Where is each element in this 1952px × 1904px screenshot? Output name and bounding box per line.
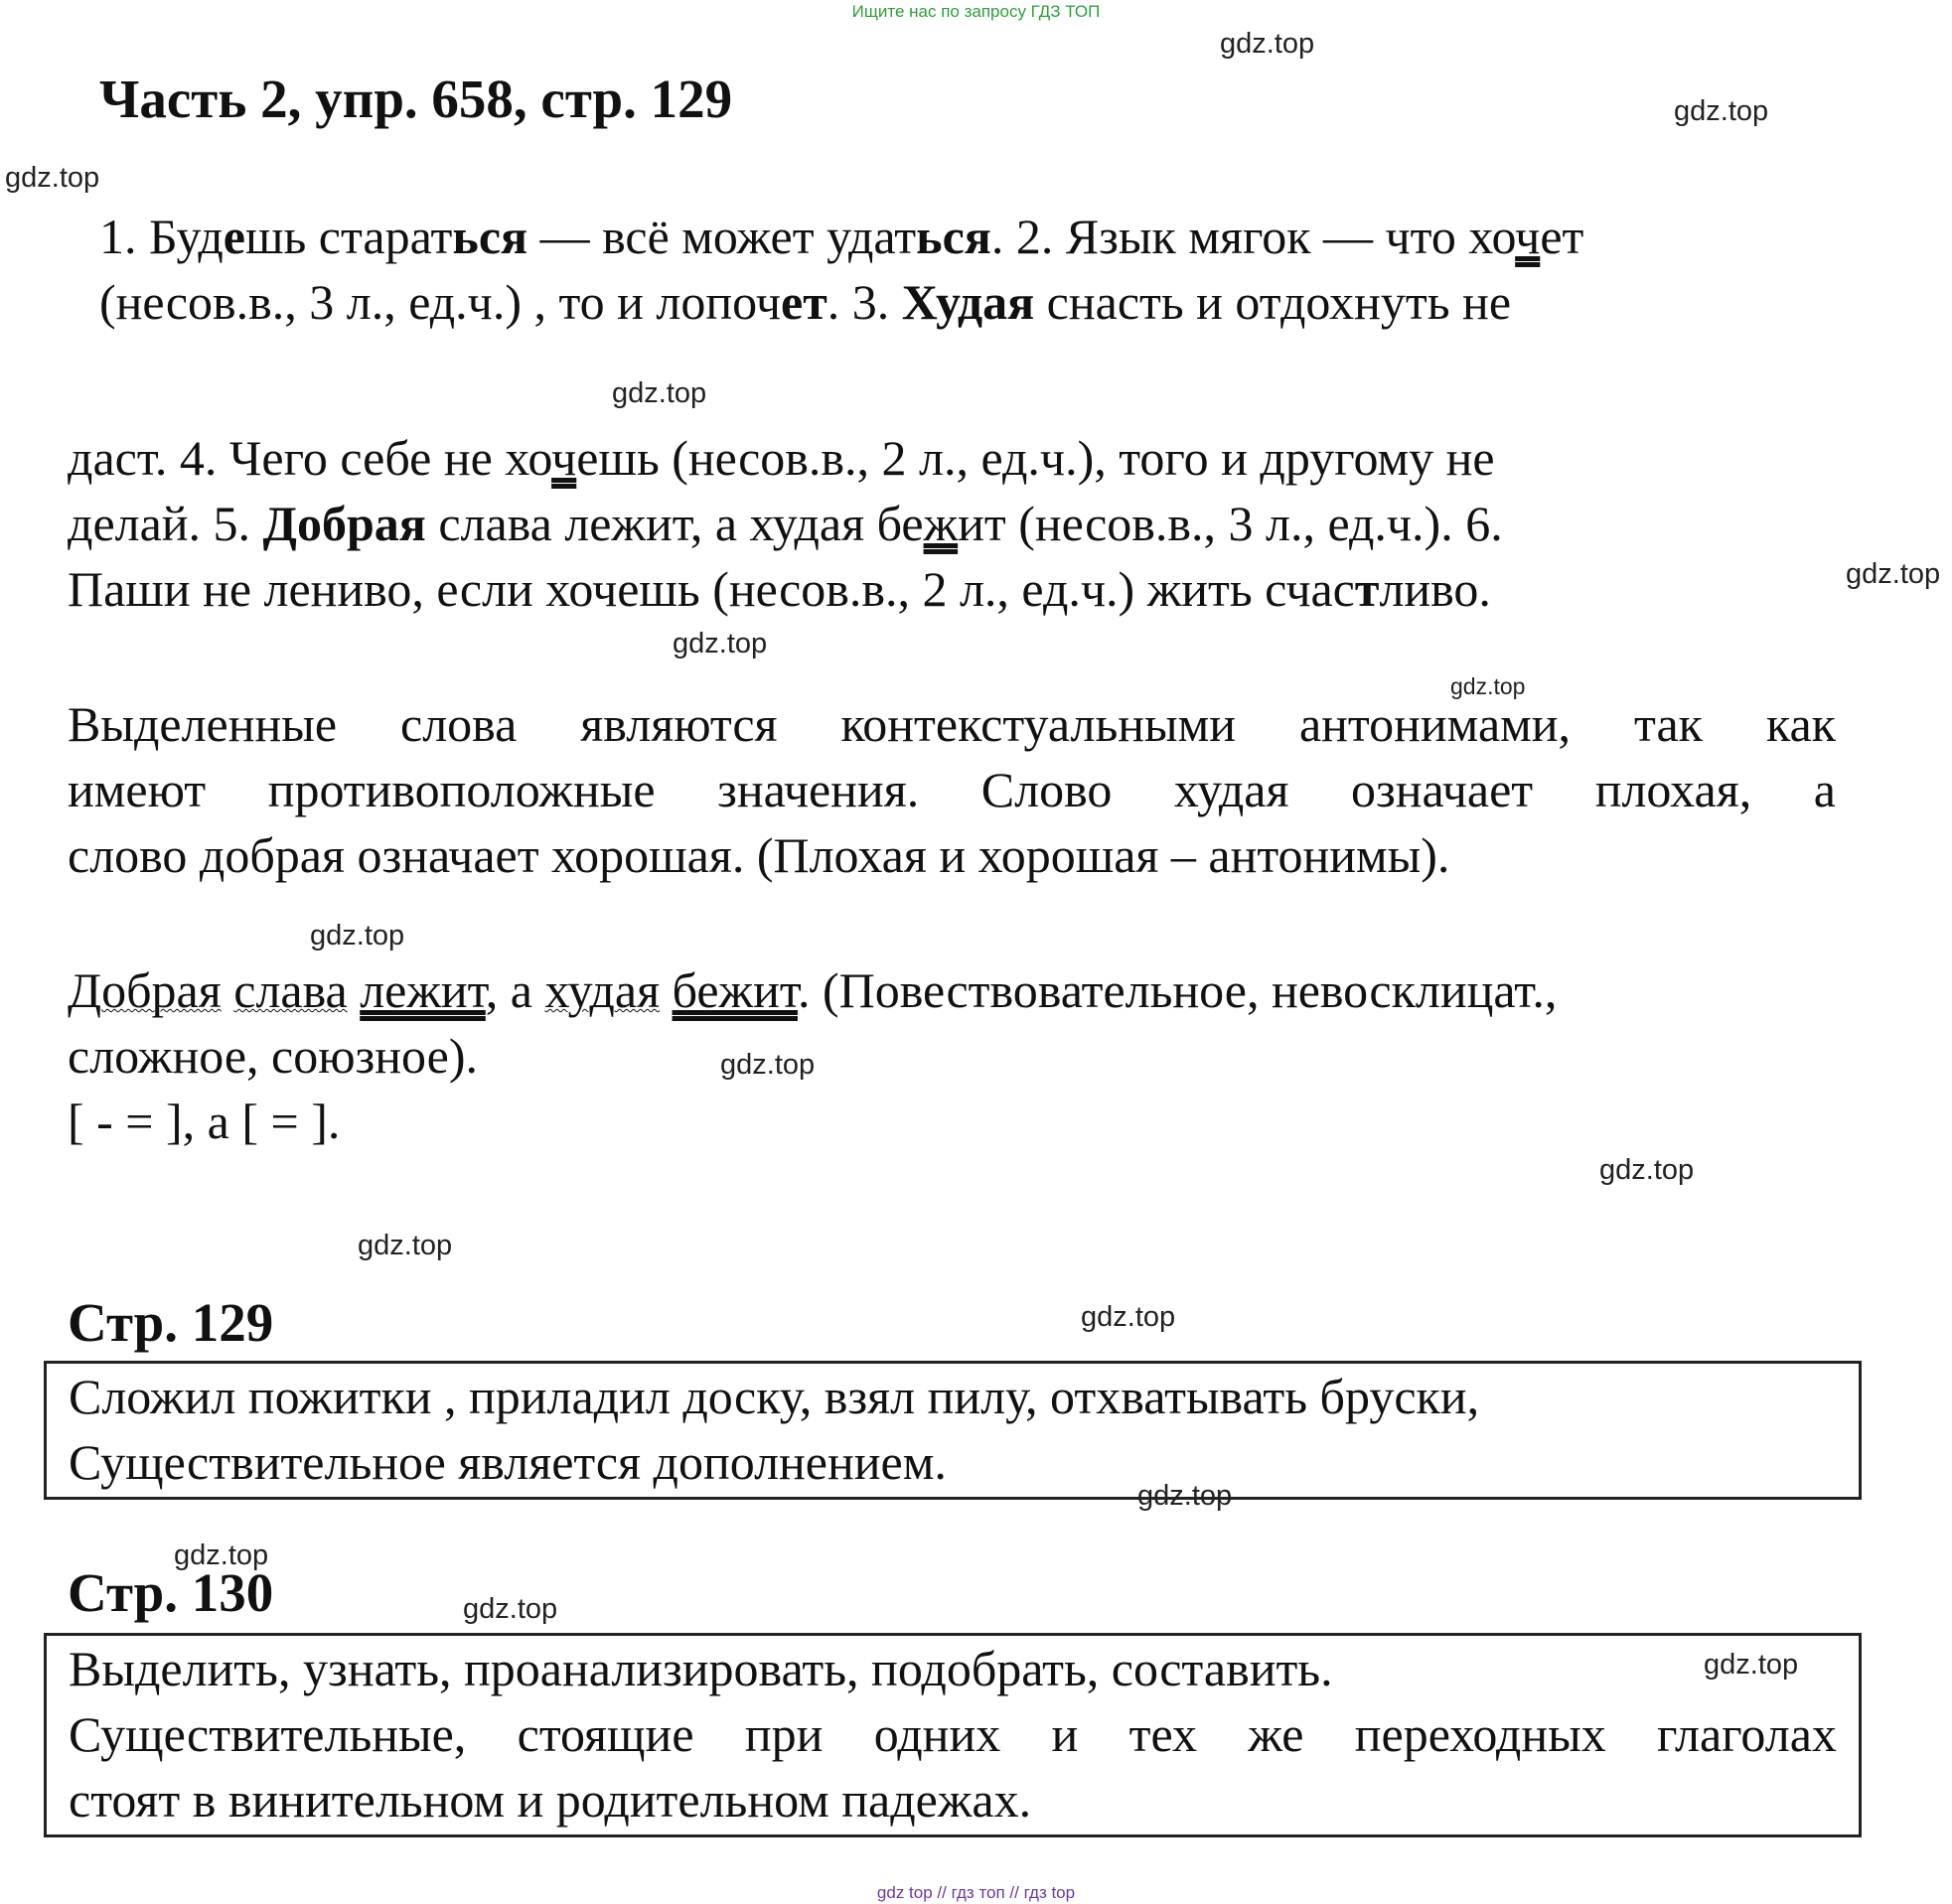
page-title: Часть 2, упр. 658, стр. 129: [99, 69, 733, 129]
watermark: gdz.top: [358, 1230, 453, 1261]
watermark: gdz.top: [5, 162, 100, 194]
watermark: gdz.top: [174, 1539, 269, 1571]
word: одних: [873, 1706, 1001, 1762]
explanation-words-1: [68, 691, 1836, 757]
word: глаголах: [1657, 1706, 1837, 1762]
word: как: [1765, 696, 1836, 752]
word: переходных: [1354, 1706, 1606, 1762]
word: являются: [580, 696, 778, 752]
answer-line: Сложил пожитки , приладил доску, взял пилу, отхватывать бруски,: [69, 1369, 1480, 1424]
watermark: gdz.top: [1599, 1154, 1695, 1186]
page-129-heading: Стр. 129: [68, 1292, 274, 1353]
word: значения.: [717, 762, 920, 817]
watermark: gdz.top: [1081, 1301, 1176, 1333]
word: имеют: [68, 762, 207, 817]
analysis-line: Добрая слава лежит, а худая бежит. (Повествовательное, невосклицат.,: [68, 962, 1558, 1018]
word: худая: [1173, 762, 1289, 817]
page-130-answer-box: [44, 1633, 1862, 1837]
watermark: gdz.top: [720, 1049, 816, 1081]
answer-line: Выделить, узнать, проанализировать, подобрать, составить.: [69, 1641, 1333, 1696]
word: а: [1813, 762, 1836, 817]
explanation-words-2: [68, 757, 1836, 822]
search-banner: Ищите нас по запросу ГДЗ ТОП: [851, 2, 1101, 21]
page-130-heading: Стр. 130: [68, 1562, 274, 1623]
word: плохая,: [1594, 762, 1752, 817]
watermark: gdz.top: [1220, 28, 1315, 60]
explanation-line: слово добрая означает хорошая. (Плохая и хорошая – антонимы).: [68, 827, 1450, 883]
watermark: gdz.top: [1674, 95, 1769, 127]
word: при: [744, 1706, 824, 1762]
sentence-scheme: [ - = ], а [ = ].: [68, 1094, 341, 1149]
word: Слово: [980, 762, 1113, 817]
exercise-line: Паши не лениво, если хочешь (несов.в., 2 л., ед.ч.) жить счастливо.: [68, 561, 1491, 617]
page-129-answer-box: [44, 1361, 1862, 1500]
word: Выделенные: [68, 696, 338, 752]
word: так: [1634, 696, 1703, 752]
watermark: gdz.top: [1450, 673, 1526, 699]
exercise-line: делай. 5. Добрая слава лежит, а худая бежит (несов.в., 3 л., ед.ч.). 6.: [68, 496, 1503, 551]
watermark: gdz.top: [1137, 1480, 1233, 1512]
watermark: gdz.top: [1704, 1649, 1799, 1681]
watermark: gdz.top: [310, 920, 405, 952]
watermark: gdz.top: [673, 628, 768, 659]
exercise-line: даст. 4. Чего себе не хочешь (несов.в., 2 л., ед.ч.), того и другому не: [68, 430, 1495, 486]
word: стоящие: [517, 1706, 694, 1762]
word: контекстуальными: [840, 696, 1236, 752]
watermark: gdz.top: [463, 1593, 558, 1625]
word: же: [1248, 1706, 1304, 1762]
analysis-line: сложное, союзное).: [68, 1028, 479, 1084]
word: противоположные: [267, 762, 656, 817]
exercise-line: 1. Будешь стараться — всё может удаться. 2. Язык мягок — что хочет: [99, 209, 1584, 264]
explanation-line: [68, 757, 1836, 822]
word: Существительные,: [69, 1706, 467, 1762]
word: означает: [1351, 762, 1534, 817]
word: тех: [1128, 1706, 1198, 1762]
watermark: gdz.top: [612, 377, 707, 409]
footer-watermark: gdz top // гдз топ // гдз top: [876, 1883, 1076, 1902]
word: и: [1051, 1706, 1079, 1762]
word: слова: [400, 696, 518, 752]
answer-line: стоят в винительном и родительном падежах.: [69, 1772, 1032, 1828]
watermark: gdz.top: [1846, 558, 1941, 590]
explanation-line: [68, 691, 1836, 757]
answer-line: Существительное является дополнением.: [69, 1434, 947, 1490]
answer-words: [47, 1701, 1837, 1767]
word: антонимами,: [1298, 696, 1572, 752]
exercise-line: (несов.в., 3 л., ед.ч.) , то и лопочет. 3. Худая снасть и отдохнуть не: [99, 274, 1512, 330]
